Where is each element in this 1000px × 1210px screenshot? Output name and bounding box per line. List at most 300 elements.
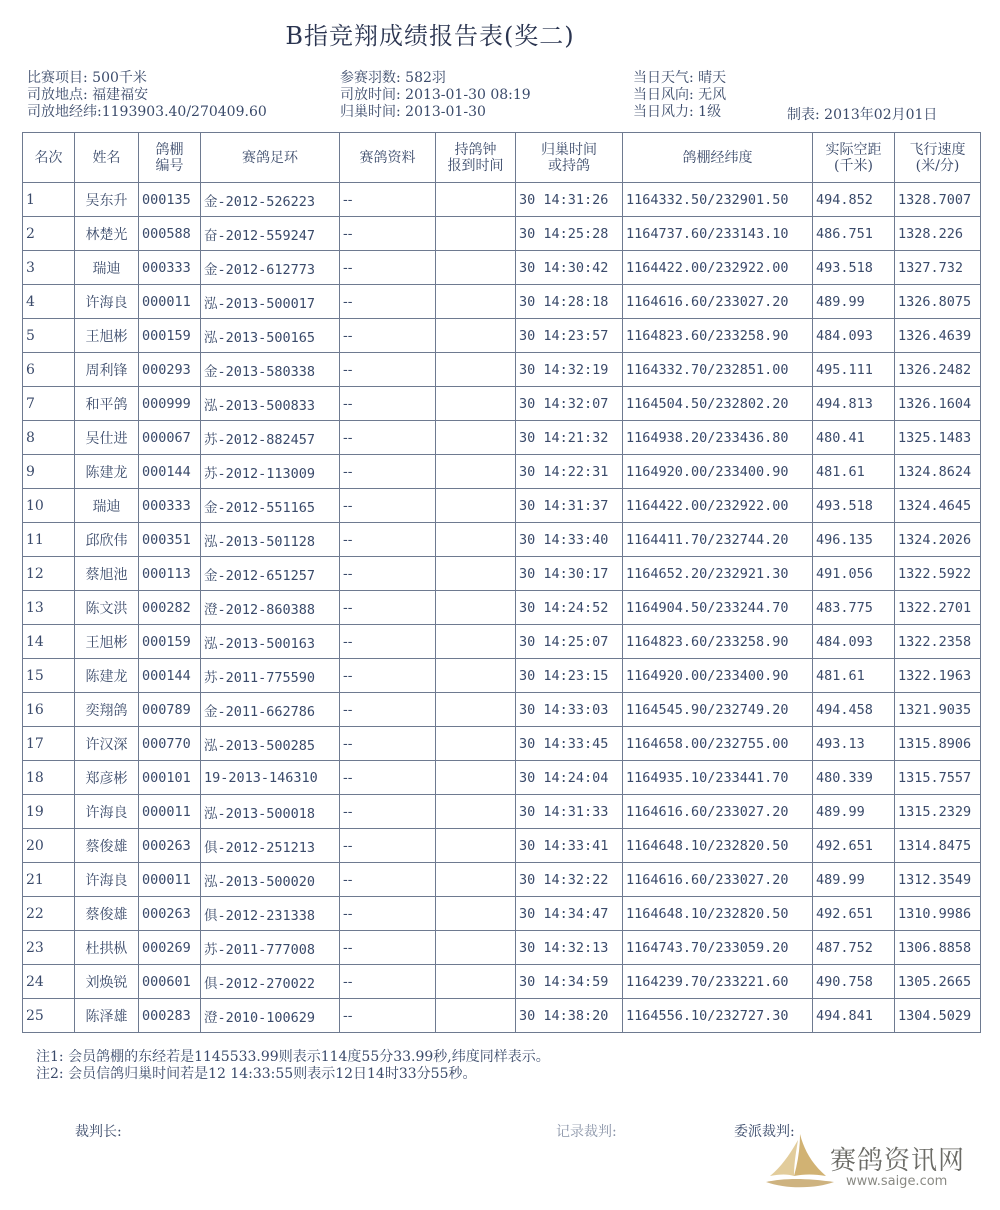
- clock-time-cell: [436, 727, 516, 761]
- return-time-cell: 30 14:28:18: [516, 285, 623, 319]
- rank-cell: 11: [23, 523, 75, 557]
- clock-time-cell: [436, 999, 516, 1033]
- made-date: 制表: 2013年02月01日: [787, 107, 938, 123]
- pigeon-info-cell: --: [340, 557, 436, 591]
- header-return-time: [516, 133, 623, 183]
- loft-coords-cell: 1164743.70/233059.20: [623, 931, 813, 965]
- clock-time-cell: [436, 455, 516, 489]
- pigeon-info-cell: --: [340, 863, 436, 897]
- distance-cell: 484.093: [813, 625, 895, 659]
- loft-coords-cell: 1164504.50/232802.20: [623, 387, 813, 421]
- ring-cell: 泓-2013-500017: [201, 285, 340, 319]
- distance-cell: 480.339: [813, 761, 895, 795]
- loft-id-cell: 000351: [139, 523, 201, 557]
- name-cell: 邱欣伟: [75, 523, 139, 557]
- header-speed: [895, 133, 981, 183]
- pigeon-info-cell: --: [340, 999, 436, 1033]
- name-cell: 王旭彬: [75, 319, 139, 353]
- table-row: [23, 489, 981, 523]
- speed-cell: 1306.8858: [895, 931, 981, 965]
- ring-cell: 苏-2012-882457: [201, 421, 340, 455]
- ring-cell: 奋-2012-559247: [201, 217, 340, 251]
- table-row: [23, 931, 981, 965]
- header-label: 归巢时间 或持鸽: [541, 141, 597, 174]
- loft-coords-cell: 1164823.60/233258.90: [623, 625, 813, 659]
- loft-coords-cell: 1164920.00/233400.90: [623, 455, 813, 489]
- ring-cell: 泓-2013-500833: [201, 387, 340, 421]
- rank-cell: 18: [23, 761, 75, 795]
- distance-cell: 492.651: [813, 897, 895, 931]
- speed-cell: 1321.9035: [895, 693, 981, 727]
- speed-cell: 1328.7007: [895, 183, 981, 217]
- ring-cell: 泓-2013-500020: [201, 863, 340, 897]
- table-row: [23, 863, 981, 897]
- distance-cell: 494.813: [813, 387, 895, 421]
- pigeon-info-cell: --: [340, 693, 436, 727]
- header-loft-id: [139, 133, 201, 183]
- return-time-cell: 30 14:25:07: [516, 625, 623, 659]
- header-pigeon-info: [340, 133, 436, 183]
- clock-time-cell: [436, 931, 516, 965]
- return-time-cell: 30 14:34:59: [516, 965, 623, 999]
- distance-cell: 481.61: [813, 455, 895, 489]
- clock-time-cell: [436, 319, 516, 353]
- loft-coords-cell: 1164648.10/232820.50: [623, 829, 813, 863]
- speed-cell: 1326.2482: [895, 353, 981, 387]
- loft-id-cell: 000269: [139, 931, 201, 965]
- return-time-cell: 30 14:21:32: [516, 421, 623, 455]
- table-row: [23, 761, 981, 795]
- speed-cell: 1315.7557: [895, 761, 981, 795]
- name-cell: 刘焕锐: [75, 965, 139, 999]
- loft-id-cell: 000101: [139, 761, 201, 795]
- distance-cell: 489.99: [813, 795, 895, 829]
- speed-cell: 1326.1604: [895, 387, 981, 421]
- speed-cell: 1322.1963: [895, 659, 981, 693]
- pigeon-info-cell: --: [340, 217, 436, 251]
- rank-cell: 16: [23, 693, 75, 727]
- rank-cell: 6: [23, 353, 75, 387]
- rank-cell: 8: [23, 421, 75, 455]
- return-time-cell: 30 14:25:28: [516, 217, 623, 251]
- rank-cell: 19: [23, 795, 75, 829]
- clock-time-cell: [436, 761, 516, 795]
- loft-coords-cell: 1164648.10/232820.50: [623, 897, 813, 931]
- return-time-cell: 30 14:23:15: [516, 659, 623, 693]
- info-column-left: [27, 70, 267, 121]
- clock-time-cell: [436, 285, 516, 319]
- clock-time-cell: [436, 965, 516, 999]
- rank-cell: 22: [23, 897, 75, 931]
- return-time-cell: 30 14:33:03: [516, 693, 623, 727]
- release-coords: 司放地经纬:1193903.40/270409.60: [27, 104, 267, 120]
- rank-cell: 14: [23, 625, 75, 659]
- header-label: 鸽棚经纬度: [682, 149, 753, 166]
- distance-cell: 493.518: [813, 489, 895, 523]
- results-table: [22, 132, 981, 1033]
- ring-cell: 俱-2012-270022: [201, 965, 340, 999]
- return-time-cell: 30 14:33:41: [516, 829, 623, 863]
- clock-time-cell: [436, 591, 516, 625]
- table-row: [23, 217, 981, 251]
- pigeon-info-cell: --: [340, 795, 436, 829]
- clock-time-cell: [436, 523, 516, 557]
- table-row: [23, 251, 981, 285]
- rank-cell: 5: [23, 319, 75, 353]
- loft-coords-cell: 1164935.10/233441.70: [623, 761, 813, 795]
- pigeon-info-cell: --: [340, 387, 436, 421]
- loft-id-cell: 000263: [139, 829, 201, 863]
- record-referee-label: 记录裁判:: [556, 1124, 617, 1140]
- name-cell: 许海良: [75, 285, 139, 319]
- rank-cell: 23: [23, 931, 75, 965]
- wind-force: 当日风力: 1级: [633, 104, 722, 120]
- distance-cell: 495.111: [813, 353, 895, 387]
- rank-cell: 4: [23, 285, 75, 319]
- distance-cell: 491.056: [813, 557, 895, 591]
- speed-cell: 1324.2026: [895, 523, 981, 557]
- note-1: 注1: 会员鸽棚的东经若是1145533.99则表示114度55分33.99秒,纬度同样表示。: [36, 1049, 550, 1065]
- note-2: 注2: 会员信鸽归巢时间若是12 14:33:55则表示12日14时33分55秒。: [36, 1066, 477, 1082]
- header-label: 名次: [34, 149, 63, 166]
- return-time-cell: 30 14:22:31: [516, 455, 623, 489]
- header-label: 持鸽钟 报到时间: [447, 141, 504, 174]
- header-rank: [23, 133, 75, 183]
- pigeon-info-cell: --: [340, 251, 436, 285]
- header-label: 飞行速度 (米/分): [909, 141, 966, 174]
- pigeon-info-cell: --: [340, 761, 436, 795]
- release-time: 司放时间: 2013-01-30 08:19: [340, 87, 531, 103]
- speed-cell: 1324.4645: [895, 489, 981, 523]
- clock-time-cell: [436, 693, 516, 727]
- loft-coords-cell: 1164332.50/232901.50: [623, 183, 813, 217]
- loft-coords-cell: 1164616.60/233027.20: [623, 795, 813, 829]
- table-row: [23, 387, 981, 421]
- rank-cell: 9: [23, 455, 75, 489]
- speed-cell: 1322.5922: [895, 557, 981, 591]
- rank-cell: 15: [23, 659, 75, 693]
- loft-coords-cell: 1164658.00/232755.00: [623, 727, 813, 761]
- return-time-cell: 30 14:31:37: [516, 489, 623, 523]
- pigeon-info-cell: --: [340, 659, 436, 693]
- name-cell: 蔡俊雄: [75, 829, 139, 863]
- clock-time-cell: [436, 829, 516, 863]
- table-row: [23, 727, 981, 761]
- speed-cell: 1305.2665: [895, 965, 981, 999]
- rank-cell: 10: [23, 489, 75, 523]
- header-label: 赛鸽足环: [242, 149, 298, 166]
- name-cell: 吴仕进: [75, 421, 139, 455]
- distance-cell: 494.852: [813, 183, 895, 217]
- loft-coords-cell: 1164616.60/233027.20: [623, 863, 813, 897]
- speed-cell: 1314.8475: [895, 829, 981, 863]
- pigeon-info-cell: --: [340, 421, 436, 455]
- pigeon-sail-icon: [760, 1130, 840, 1200]
- speed-cell: 1315.2329: [895, 795, 981, 829]
- loft-coords-cell: 1164652.20/232921.30: [623, 557, 813, 591]
- pigeon-info-cell: --: [340, 183, 436, 217]
- loft-coords-cell: 1164938.20/233436.80: [623, 421, 813, 455]
- clock-time-cell: [436, 387, 516, 421]
- rank-cell: 13: [23, 591, 75, 625]
- ring-cell: 金-2012-612773: [201, 251, 340, 285]
- loft-id-cell: 000601: [139, 965, 201, 999]
- header-distance: [813, 133, 895, 183]
- chief-referee-label: 裁判长:: [75, 1124, 122, 1140]
- header-label: 鸽棚 编号: [155, 141, 184, 174]
- clock-time-cell: [436, 217, 516, 251]
- pigeon-info-cell: --: [340, 931, 436, 965]
- clock-time-cell: [436, 863, 516, 897]
- loft-id-cell: 000283: [139, 999, 201, 1033]
- name-cell: 奕翔鸽: [75, 693, 139, 727]
- ring-cell: 苏-2012-113009: [201, 455, 340, 489]
- speed-cell: 1315.8906: [895, 727, 981, 761]
- header-loft-coords: [623, 133, 813, 183]
- table-row: [23, 285, 981, 319]
- return-time-cell: 30 14:24:52: [516, 591, 623, 625]
- watermark-text: 赛鸽资讯网: [830, 1146, 966, 1176]
- pigeon-info-cell: --: [340, 489, 436, 523]
- speed-cell: 1326.4639: [895, 319, 981, 353]
- loft-id-cell: 000135: [139, 183, 201, 217]
- ring-cell: 俱-2012-251213: [201, 829, 340, 863]
- name-cell: 杜拱枞: [75, 931, 139, 965]
- name-cell: 王旭彬: [75, 625, 139, 659]
- distance-cell: 493.518: [813, 251, 895, 285]
- distance-cell: 480.41: [813, 421, 895, 455]
- speed-cell: 1322.2358: [895, 625, 981, 659]
- loft-id-cell: 000333: [139, 489, 201, 523]
- table-row: [23, 829, 981, 863]
- loft-id-cell: 000113: [139, 557, 201, 591]
- pigeon-info-cell: --: [340, 727, 436, 761]
- clock-time-cell: [436, 353, 516, 387]
- distance-cell: 484.093: [813, 319, 895, 353]
- header-label: 实际空距 (千米): [825, 141, 882, 174]
- name-cell: 瑞迪: [75, 251, 139, 285]
- name-cell: 蔡旭池: [75, 557, 139, 591]
- table-row: [23, 353, 981, 387]
- loft-id-cell: 000789: [139, 693, 201, 727]
- rank-cell: 1: [23, 183, 75, 217]
- return-time-cell: 30 14:31:33: [516, 795, 623, 829]
- loft-id-cell: 000293: [139, 353, 201, 387]
- ring-cell: 泓-2013-501128: [201, 523, 340, 557]
- ring-cell: 19-2013-146310: [201, 761, 340, 795]
- distance-cell: 496.135: [813, 523, 895, 557]
- pigeon-info-cell: --: [340, 591, 436, 625]
- distance-cell: 494.458: [813, 693, 895, 727]
- loft-id-cell: 000263: [139, 897, 201, 931]
- release-location: 司放地点: 福建福安: [27, 87, 149, 103]
- name-cell: 许海良: [75, 863, 139, 897]
- appointed-referee-label: 委派裁判:: [734, 1124, 795, 1140]
- ring-cell: 泓-2013-500165: [201, 319, 340, 353]
- table-header-row: [23, 133, 981, 183]
- return-time-cell: 30 14:33:45: [516, 727, 623, 761]
- ring-cell: 金-2012-551165: [201, 489, 340, 523]
- ring-cell: 泓-2013-500285: [201, 727, 340, 761]
- name-cell: 吴东升: [75, 183, 139, 217]
- return-time-cell: 30 14:31:26: [516, 183, 623, 217]
- loft-coords-cell: 1164332.70/232851.00: [623, 353, 813, 387]
- ring-cell: 俱-2012-231338: [201, 897, 340, 931]
- rank-cell: 25: [23, 999, 75, 1033]
- name-cell: 郑彦彬: [75, 761, 139, 795]
- speed-cell: 1312.3549: [895, 863, 981, 897]
- loft-coords-cell: 1164545.90/232749.20: [623, 693, 813, 727]
- loft-id-cell: 000282: [139, 591, 201, 625]
- table-row: [23, 625, 981, 659]
- pigeon-info-cell: --: [340, 285, 436, 319]
- ring-cell: 金-2012-651257: [201, 557, 340, 591]
- distance-cell: 481.61: [813, 659, 895, 693]
- name-cell: 陈泽雄: [75, 999, 139, 1033]
- name-cell: 许海良: [75, 795, 139, 829]
- loft-coords-cell: 1164904.50/233244.70: [623, 591, 813, 625]
- header-clock-time: [436, 133, 516, 183]
- return-time-cell: 30 14:32:13: [516, 931, 623, 965]
- ring-cell: 苏-2011-775590: [201, 659, 340, 693]
- return-time-cell: 30 14:32:19: [516, 353, 623, 387]
- table-row: [23, 455, 981, 489]
- name-cell: 许汉深: [75, 727, 139, 761]
- table-row: [23, 319, 981, 353]
- speed-cell: 1328.226: [895, 217, 981, 251]
- race-project: 比赛项目: 500千米: [27, 70, 147, 86]
- rank-cell: 7: [23, 387, 75, 421]
- clock-time-cell: [436, 557, 516, 591]
- rank-cell: 20: [23, 829, 75, 863]
- clock-time-cell: [436, 421, 516, 455]
- speed-cell: 1326.8075: [895, 285, 981, 319]
- loft-coords-cell: 1164737.60/233143.10: [623, 217, 813, 251]
- clock-time-cell: [436, 251, 516, 285]
- table-row: [23, 523, 981, 557]
- rank-cell: 12: [23, 557, 75, 591]
- return-time: 归巢时间: 2013-01-30: [340, 104, 486, 120]
- loft-coords-cell: 1164556.10/232727.30: [623, 999, 813, 1033]
- pigeon-info-cell: --: [340, 829, 436, 863]
- ring-cell: 泓-2013-500163: [201, 625, 340, 659]
- entry-count: 参赛羽数: 582羽: [340, 70, 446, 86]
- loft-id-cell: 000011: [139, 795, 201, 829]
- table-row: [23, 693, 981, 727]
- info-column-right: [633, 70, 726, 121]
- table-row: [23, 659, 981, 693]
- pigeon-info-cell: --: [340, 523, 436, 557]
- info-column-middle: [340, 70, 531, 121]
- ring-cell: 金-2012-526223: [201, 183, 340, 217]
- header-label: 赛鸽资料: [359, 149, 416, 166]
- return-time-cell: 30 14:34:47: [516, 897, 623, 931]
- speed-cell: 1322.2701: [895, 591, 981, 625]
- return-time-cell: 30 14:32:07: [516, 387, 623, 421]
- clock-time-cell: [436, 625, 516, 659]
- return-time-cell: 30 14:33:40: [516, 523, 623, 557]
- clock-time-cell: [436, 659, 516, 693]
- table-row: [23, 557, 981, 591]
- name-cell: 瑞迪: [75, 489, 139, 523]
- return-time-cell: 30 14:23:57: [516, 319, 623, 353]
- header-name: [75, 133, 139, 183]
- speed-cell: 1325.1483: [895, 421, 981, 455]
- speed-cell: 1310.9986: [895, 897, 981, 931]
- ring-cell: 金-2011-662786: [201, 693, 340, 727]
- pigeon-info-cell: --: [340, 353, 436, 387]
- pigeon-info-cell: --: [340, 965, 436, 999]
- rank-cell: 3: [23, 251, 75, 285]
- clock-time-cell: [436, 795, 516, 829]
- loft-coords-cell: 1164411.70/232744.20: [623, 523, 813, 557]
- watermark-logo: [760, 1130, 990, 1200]
- name-cell: 周利锋: [75, 353, 139, 387]
- distance-cell: 489.99: [813, 285, 895, 319]
- name-cell: 和平鸽: [75, 387, 139, 421]
- speed-cell: 1327.732: [895, 251, 981, 285]
- loft-id-cell: 000999: [139, 387, 201, 421]
- table-row: [23, 421, 981, 455]
- loft-id-cell: 000011: [139, 863, 201, 897]
- distance-cell: 483.775: [813, 591, 895, 625]
- speed-cell: 1324.8624: [895, 455, 981, 489]
- return-time-cell: 30 14:30:17: [516, 557, 623, 591]
- name-cell: 蔡俊雄: [75, 897, 139, 931]
- table-row: [23, 999, 981, 1033]
- table-row: [23, 897, 981, 931]
- rank-cell: 21: [23, 863, 75, 897]
- loft-coords-cell: 1164422.00/232922.00: [623, 251, 813, 285]
- loft-id-cell: 000011: [139, 285, 201, 319]
- distance-cell: 493.13: [813, 727, 895, 761]
- watermark-url: www.saige.com: [846, 1174, 948, 1189]
- ring-cell: 澄-2010-100629: [201, 999, 340, 1033]
- loft-id-cell: 000770: [139, 727, 201, 761]
- loft-id-cell: 000333: [139, 251, 201, 285]
- loft-id-cell: 000159: [139, 625, 201, 659]
- wind-direction: 当日风向: 无风: [633, 87, 727, 103]
- footnotes: [36, 1049, 550, 1083]
- loft-id-cell: 000067: [139, 421, 201, 455]
- name-cell: 陈建龙: [75, 455, 139, 489]
- rank-cell: 17: [23, 727, 75, 761]
- distance-cell: 494.841: [813, 999, 895, 1033]
- table-row: [23, 965, 981, 999]
- return-time-cell: 30 14:30:42: [516, 251, 623, 285]
- table-row: [23, 183, 981, 217]
- name-cell: 陈建龙: [75, 659, 139, 693]
- pigeon-info-cell: --: [340, 455, 436, 489]
- distance-cell: 487.752: [813, 931, 895, 965]
- pigeon-info-cell: --: [340, 897, 436, 931]
- ring-cell: 泓-2013-500018: [201, 795, 340, 829]
- distance-cell: 492.651: [813, 829, 895, 863]
- clock-time-cell: [436, 897, 516, 931]
- ring-cell: 澄-2012-860388: [201, 591, 340, 625]
- loft-id-cell: 000144: [139, 455, 201, 489]
- rank-cell: 24: [23, 965, 75, 999]
- distance-cell: 490.758: [813, 965, 895, 999]
- name-cell: 林楚光: [75, 217, 139, 251]
- return-time-cell: 30 14:24:04: [516, 761, 623, 795]
- name-cell: 陈文洪: [75, 591, 139, 625]
- distance-cell: 486.751: [813, 217, 895, 251]
- table-row: [23, 795, 981, 829]
- weather: 当日天气: 晴天: [633, 70, 727, 86]
- loft-id-cell: 000159: [139, 319, 201, 353]
- ring-cell: 苏-2011-777008: [201, 931, 340, 965]
